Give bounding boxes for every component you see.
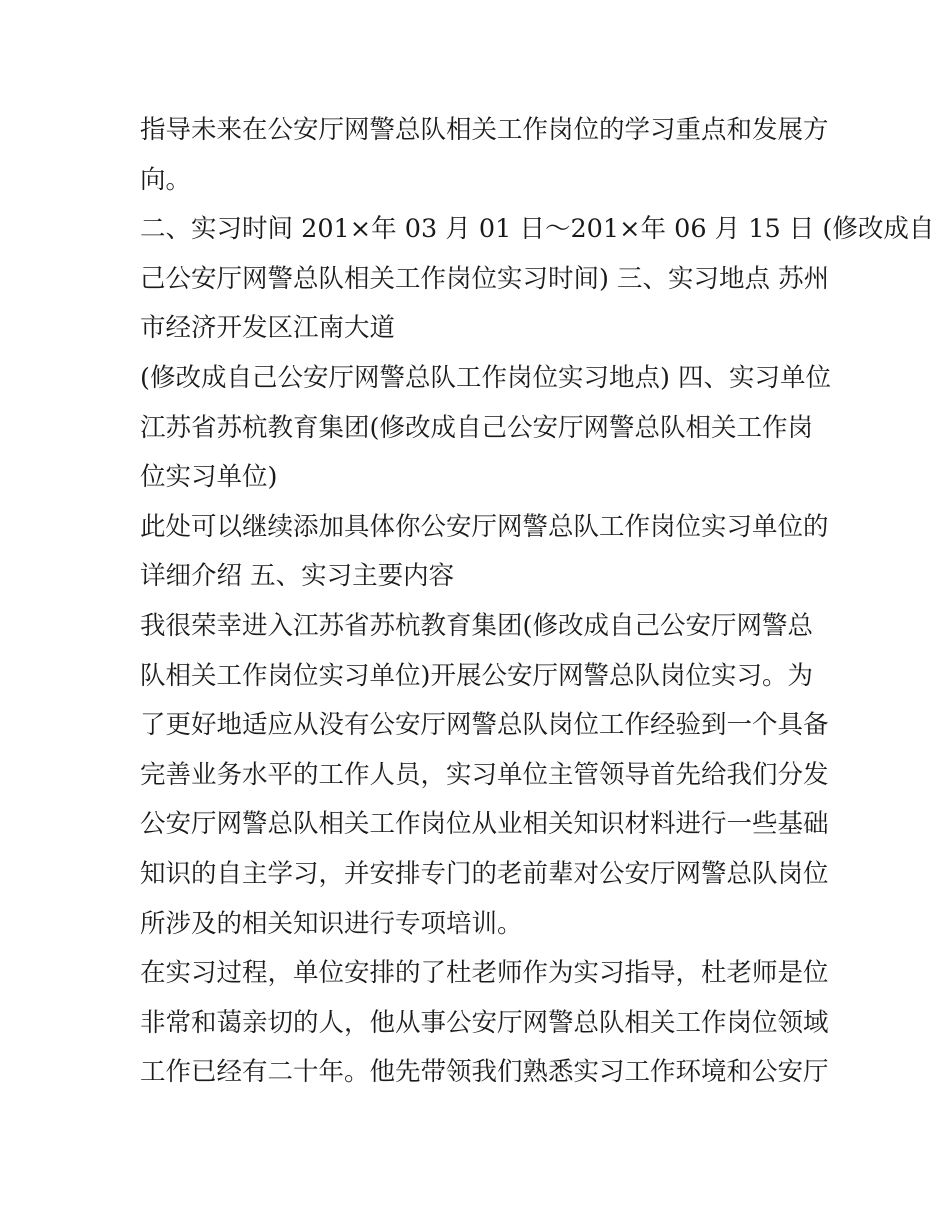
text-line: 此处可以继续添加具体你公安厅网警总队工作岗位实习单位的 <box>140 511 829 542</box>
text-line: 位实习单位) <box>140 462 278 493</box>
text-line: (修改成自己公安厅网警总队工作岗位实习地点) 四、实习单位 <box>140 362 832 393</box>
text-line: 知识的自主学习，并安排专门的老前辈对公安厅网警总队岗位 <box>140 858 829 889</box>
text-line: 在实习过程，单位安排的了杜老师作为实习指导，杜老师是位 <box>140 958 829 989</box>
text-line: 工作已经有二十年。他先带领我们熟悉实习工作环境和公安厅 <box>140 1057 829 1088</box>
text-line: 市经济开发区江南大道 <box>140 313 396 344</box>
body-text <box>140 106 935 1098</box>
text-line: 二、实习时间 201×年 03 月 01 日～201×年 06 月 15 日 (修改成自 <box>140 214 935 245</box>
text-line: 公安厅网警总队相关工作岗位从业相关知识材料进行一些基础 <box>140 809 829 840</box>
text-line: 指导未来在公安厅网警总队相关工作岗位的学习重点和发展方 <box>140 115 829 145</box>
text-line: 队相关工作岗位实习单位)开展公安厅网警总队岗位实习。为 <box>140 660 813 691</box>
text-line: 我很荣幸进入江苏省苏杭教育集团(修改成自己公安厅网警总 <box>140 610 813 641</box>
text-line: 了更好地适应从没有公安厅网警总队岗位工作经验到一个具备 <box>140 710 829 741</box>
text-line: 江苏省苏杭教育集团(修改成自己公安厅网警总队相关工作岗 <box>140 412 813 443</box>
text-line: 己公安厅网警总队相关工作岗位实习时间) 三、实习地点 苏州 <box>140 263 830 294</box>
text-line: 非常和蔼亲切的人，他从事公安厅网警总队相关工作岗位领域 <box>140 1007 829 1038</box>
text-line: 向。 <box>140 164 192 195</box>
text-line: 详细介绍 五、实习主要内容 <box>140 561 455 592</box>
text-line: 完善业务水平的工作人员，实习单位主管领导首先给我们分发 <box>140 759 829 790</box>
text-line: 所涉及的相关知识进行专项培训。 <box>140 908 523 939</box>
